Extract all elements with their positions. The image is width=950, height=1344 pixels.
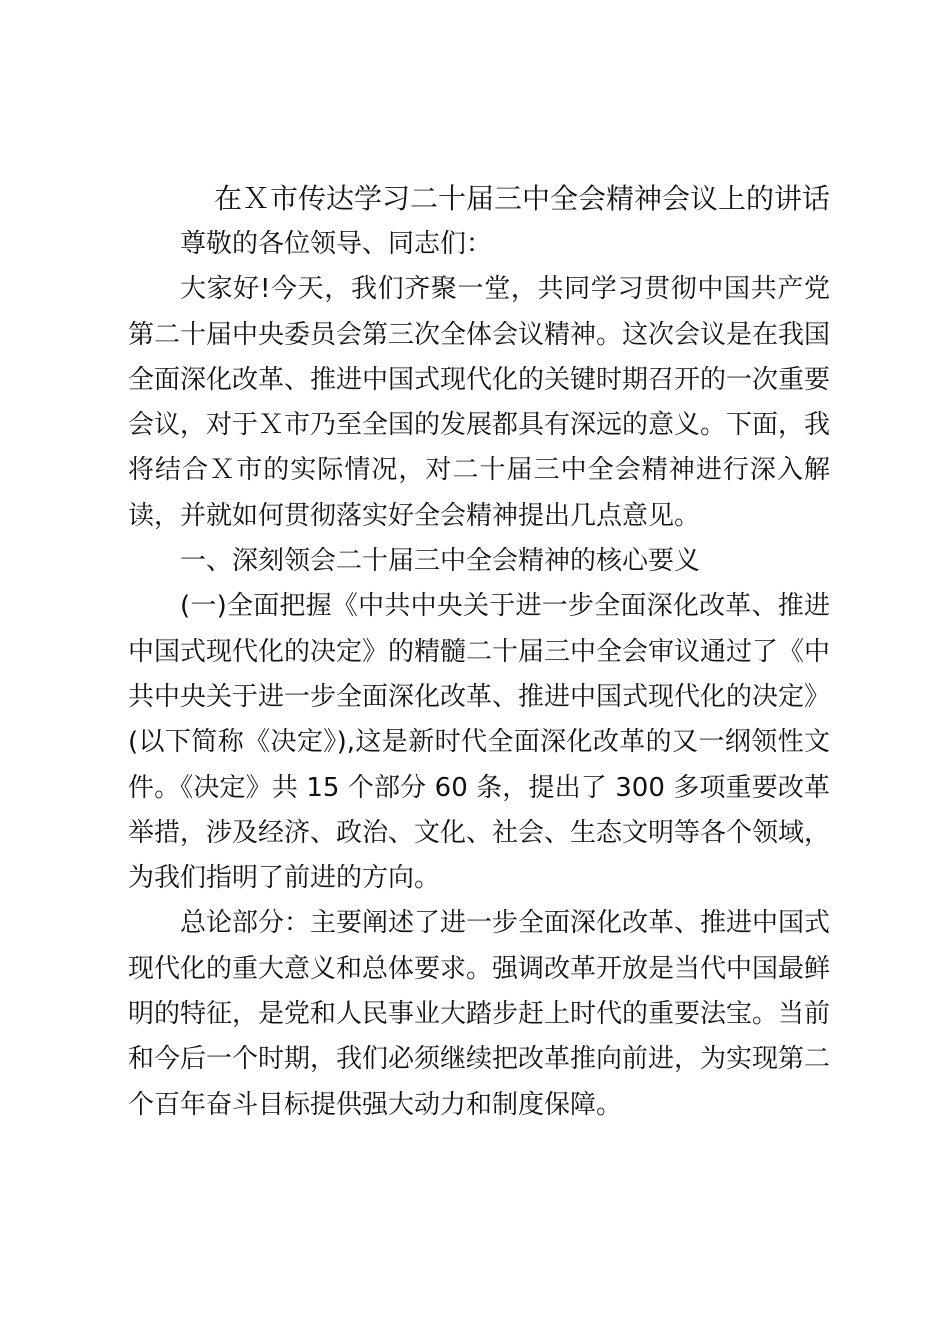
paragraph-subsection-1: (一)全面把握《中共中央关于进一步全面深化改革、推进中国式现代化的决定》的精髓二十届三中全会审议通过了《中共中央关于进一步全面深化改革、推进中国式现代化的决定》(以下简称《决定》),这是新时代全面深化改革的又一纲领性文件。《决定》共 15 个部分 60 条，提出了 300 多项重要改革举措，涉及经济、政治、文化、社会、生态文明等各个领域，为我们指明了前进的方向。 <box>128 591 831 894</box>
salutation: 尊敬的各位领导、同志们： <box>180 229 493 259</box>
section-heading-1: 一、深刻领会二十届三中全会精神的核心要义 <box>180 546 701 577</box>
paragraph-opening: 大家好!今天，我们齐聚一堂，共同学习贯彻中国共产党第二十届中央委员会第三次全体会议精神。这次会议是在我国全面深化改革、推进中国式现代化的关键时期召开的一次重要会议，对于Ｘ市乃至全国的发展都具有深远的意义。下面，我将结合Ｘ市的实际情况，对二十届三中全会精神进行深入解读，并就如何贯彻落实好全会精神提出几点意见。 <box>128 274 831 531</box>
document-title: 在Ｘ市传达学习二十届三中全会精神会议上的讲话 <box>213 182 830 215</box>
paragraph-general-section: 总论部分：主要阐述了进一步全面深化改革、推进中国式现代化的重大意义和总体要求。强调改革开放是当代中国最鲜明的特征，是党和人民事业大踏步赶上时代的重要法宝。当前和今后一个时期，我们必须继续把改革推向前进，为实现第二个百年奋斗目标提供强大动力和制度保障。 <box>128 908 831 1120</box>
document-body <box>128 222 830 1128</box>
